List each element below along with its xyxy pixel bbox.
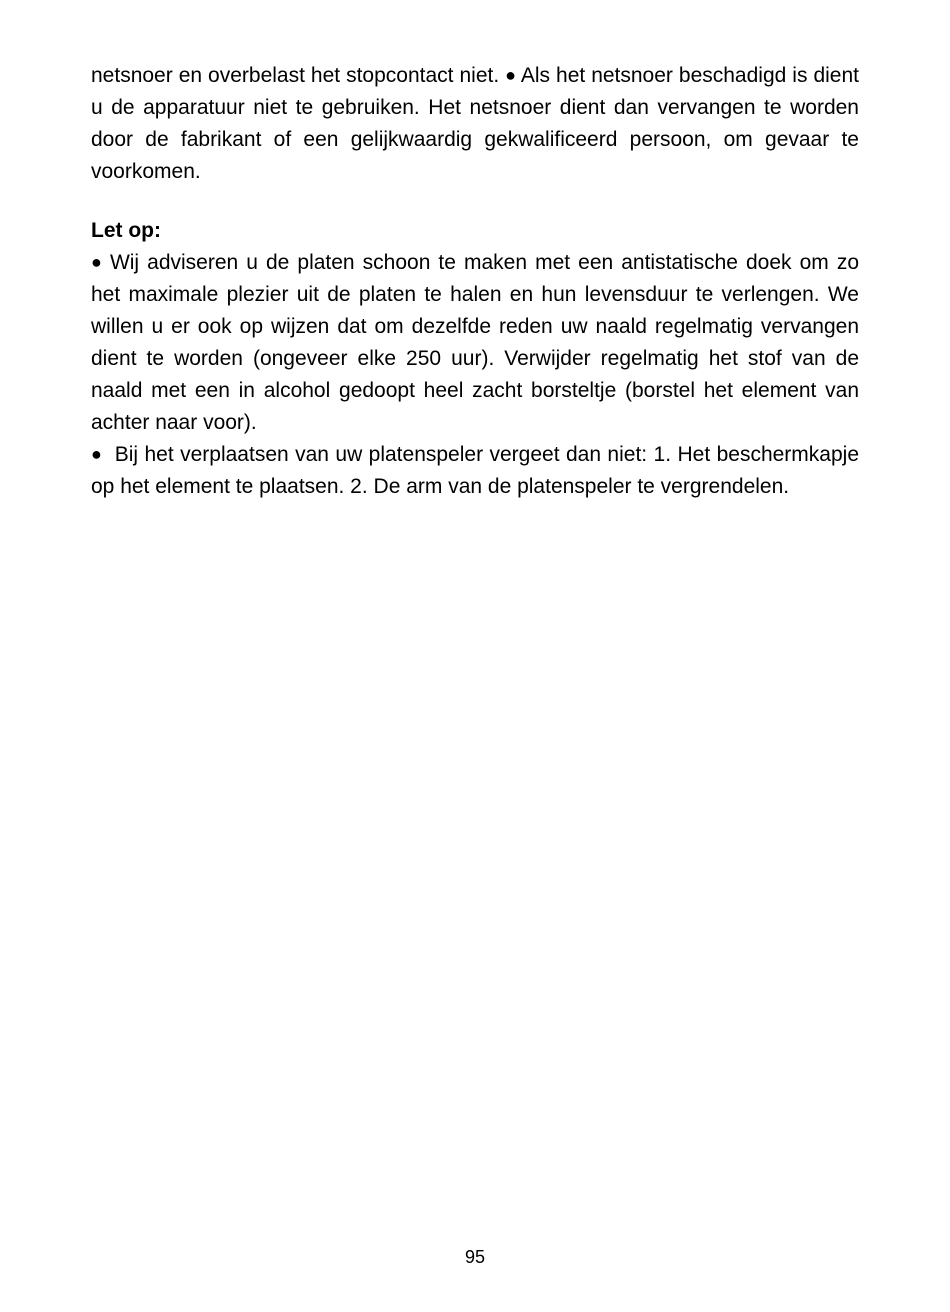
intro-text-start: netsnoer en overbelast het stopcontact niet. <box>91 64 500 87</box>
list-item-text: Wij adviseren u de platen schoon te maken met een antistatische doek om zo het maximale plezier uit de platen te halen en hun levensduur te verlengen. We willen u er ook op wijzen dat om dezelfde reden uw naald regelmatig vervangen dient te worden (ongeveer elke 250 uur). Verwijder regelmatig het stof van de naald met een in alcohol gedoopt heel zacht borsteltje (borstel het element van achter naar voor). <box>91 251 860 434</box>
page-number: 95 <box>464 1247 486 1267</box>
intro-paragraph <box>91 60 859 188</box>
document-body <box>91 60 859 503</box>
bullet-icon: ● <box>91 444 102 464</box>
list-item-text: Bij het verplaatsen van uw platenspeler vergeet dan niet: 1. Het beschermkapje op het element te plaatsen. 2. De arm van de platenspeler te vergrendelen. <box>91 443 859 498</box>
bullet-icon: ● <box>91 252 102 272</box>
bullet-icon: ● <box>505 65 517 85</box>
intro-text-end: Als het netsnoer beschadigd is dient u de apparatuur niet te gebruiken. Het netsnoer dient dan vervangen te worden door de fabrikant of een gelijkwaardig gekwalificeerd persoon, om gevaar te voorkomen. <box>91 64 859 183</box>
list-item-cleaning <box>91 247 859 439</box>
list-item-transport <box>91 439 859 503</box>
section-heading: Let op: <box>91 219 161 242</box>
